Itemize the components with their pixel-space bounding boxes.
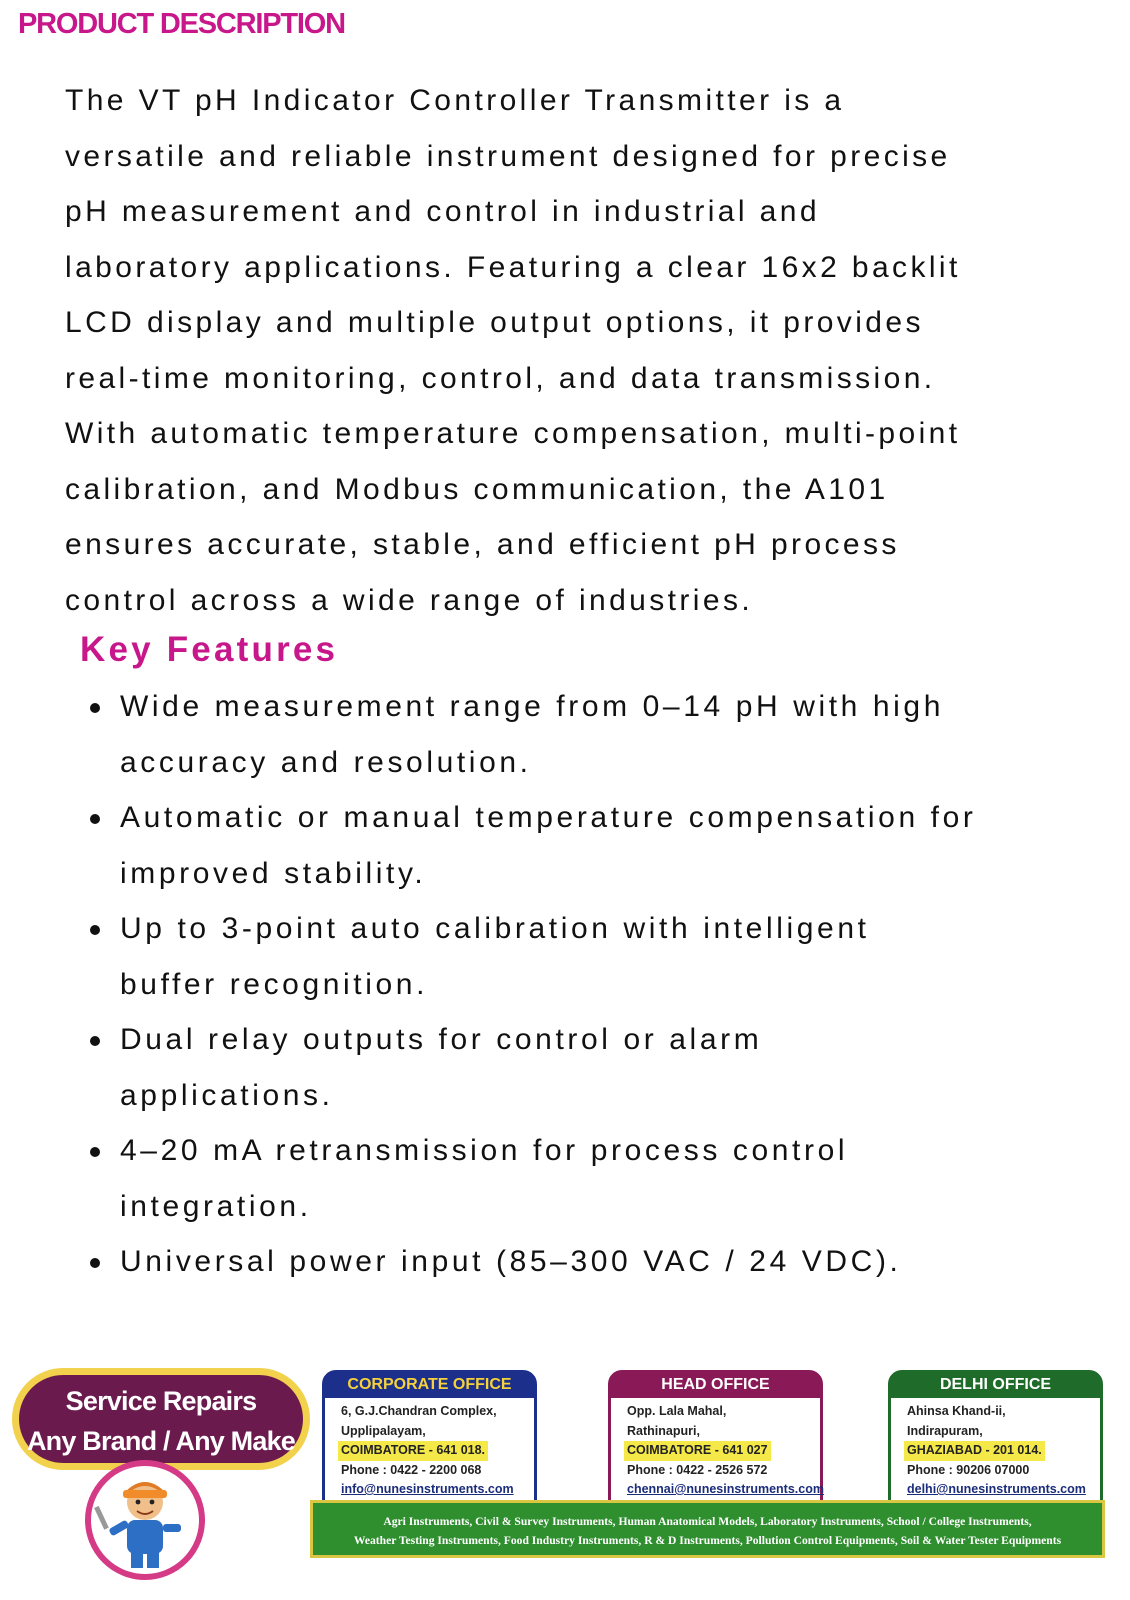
office-title: DELHI OFFICE [890,1372,1101,1398]
mechanic-mascot-icon [85,1460,205,1580]
office-address: Rathinapuri, [627,1423,700,1438]
bullet-icon [90,1258,100,1268]
description-line: versatile and reliable instrument designed for precise [65,139,951,173]
feature-line: integration. [120,1189,312,1223]
office-email-link[interactable]: delhi@nunesinstruments.com [907,1482,1086,1496]
office-address: Indirapuram, [907,1423,983,1438]
product-description [65,73,1065,628]
bullet-icon [90,703,100,713]
banner-line: Weather Testing Instruments, Food Industry Instruments, R & D Instruments, Pollution Control Equipments, Soil & Water Tester Equipments [353,1534,1062,1547]
feature-list [0,679,1130,1290]
feature-line: applications. [120,1078,334,1112]
bullet-icon [90,814,100,824]
office-city: COIMBATORE - 641 018. [338,1441,488,1461]
description-line: laboratory applications. Featuring a clear 16x2 backlit [65,250,961,284]
feature-line: accuracy and resolution. [120,745,532,779]
feature-item [120,790,1065,901]
feature-item [120,901,1065,1012]
description-line: LCD display and multiple output options, it provides [65,306,924,339]
service-badge [12,1368,310,1470]
feature-line: Automatic or manual temperature compensation for [120,801,977,834]
office-phone: Phone : 0422 - 2200 068 [341,1462,482,1477]
description-line: The VT pH Indicator Controller Transmitter is a [65,84,845,117]
bullet-icon [90,1036,100,1046]
section-header: PRODUCT DESCRIPTION [18,8,345,40]
description-line: calibration, and Modbus communication, the A101 [65,472,889,506]
feature-item [120,679,1065,790]
description-line: ensures accurate, stable, and efficient pH process [65,528,900,561]
office-title: HEAD OFFICE [610,1372,821,1398]
bullet-icon [90,1147,100,1157]
office-phone: Phone : 0422 - 2526 572 [627,1462,768,1477]
office-city: GHAZIABAD - 201 014. [904,1441,1045,1461]
footer [0,1360,1130,1600]
description-line: control across a wide range of industries. [65,583,754,617]
head-office-card [608,1370,823,1518]
feature-line: buffer recognition. [120,967,429,1001]
delhi-office-card [888,1370,1103,1518]
office-phone: Phone : 90206 07000 [907,1462,1030,1477]
office-address: Upplipalayam, [341,1423,426,1438]
banner-line: Agri Instruments, Civil & Survey Instruments, Human Anatomical Models, Laboratory Instruments, School / College Instruments, [383,1515,1032,1528]
description-line: With automatic temperature compensation, multi-point [65,417,961,450]
office-address: Ahinsa Khand-ii, [907,1404,1006,1418]
feature-item [120,1234,1065,1290]
office-email-link[interactable]: chennai@nunesinstruments.com [627,1482,824,1496]
bullet-icon [90,925,100,935]
feature-line: Universal power input (85–300 VAC / 24 VDC). [120,1245,902,1278]
feature-line: Up to 3-point auto calibration with intelligent [120,912,870,945]
feature-item [120,1012,1065,1123]
service-line: Any Brand / Any Make [26,1426,296,1456]
description-line: pH measurement and control in industrial and [65,195,820,228]
service-line: Service Repairs [65,1386,257,1416]
office-city: COIMBATORE - 641 027 [624,1441,771,1461]
feature-line: 4–20 mA retransmission for process control [120,1134,849,1167]
office-address: Opp. Lala Mahal, [627,1404,727,1418]
corporate-office-card [322,1370,537,1518]
feature-line: Dual relay outputs for control or alarm [120,1023,763,1056]
feature-line: improved stability. [120,856,427,890]
product-categories-banner [310,1500,1105,1558]
feature-item [120,1123,1065,1234]
feature-line: Wide measurement range from 0–14 pH with high [120,690,944,723]
office-email-link[interactable]: info@nunesinstruments.com [341,1482,514,1496]
office-address: 6, G.J.Chandran Complex, [341,1404,497,1418]
office-title: CORPORATE OFFICE [324,1372,535,1398]
key-features-title: Key Features [80,630,339,669]
description-line: real-time monitoring, control, and data transmission. [65,361,936,395]
